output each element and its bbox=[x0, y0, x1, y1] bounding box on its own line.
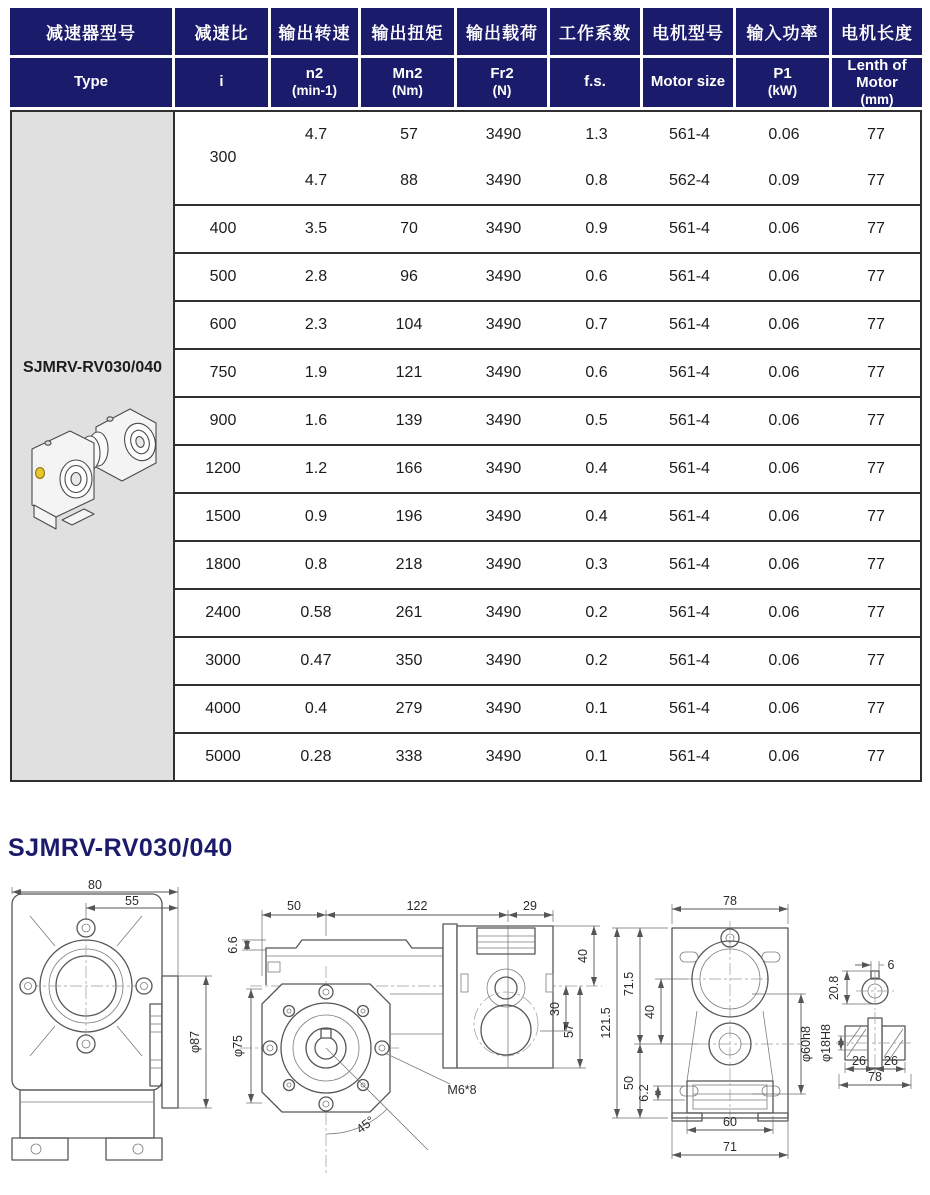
dim-label: 6.2 bbox=[637, 1084, 651, 1102]
value-cell: 0.8 bbox=[550, 158, 643, 206]
dim-label: 20.8 bbox=[827, 975, 841, 1001]
side-view bbox=[226, 899, 602, 1174]
value-cell: 121 bbox=[361, 350, 457, 398]
ratio-cell: 300 bbox=[175, 110, 271, 206]
value-cell: 1.9 bbox=[271, 350, 361, 398]
dim-label: 78 bbox=[723, 894, 737, 908]
value-cell: 561-4 bbox=[643, 254, 736, 302]
value-cell: 77 bbox=[832, 350, 922, 398]
dim-label: 6 bbox=[887, 958, 895, 972]
value-cell: 261 bbox=[361, 590, 457, 638]
header-row-en bbox=[10, 58, 922, 110]
value-cell: 77 bbox=[832, 542, 922, 590]
value-cell: 3490 bbox=[457, 158, 550, 206]
value-cell: 4.7 bbox=[271, 158, 361, 206]
value-cell: 77 bbox=[832, 302, 922, 350]
value-cell: 2.3 bbox=[271, 302, 361, 350]
value-cell: 1.2 bbox=[271, 446, 361, 494]
value-cell: 3490 bbox=[457, 110, 550, 158]
value-cell: 0.06 bbox=[736, 398, 832, 446]
column-header-en: P1 (kW) bbox=[736, 58, 832, 110]
value-cell: 338 bbox=[361, 734, 457, 782]
ratio-cell: 1800 bbox=[175, 542, 271, 590]
value-cell: 77 bbox=[832, 158, 922, 206]
column-header-cn: 减速器型号 bbox=[10, 8, 175, 58]
value-cell: 0.06 bbox=[736, 206, 832, 254]
value-cell: 0.4 bbox=[550, 446, 643, 494]
dim-label: 55 bbox=[125, 894, 139, 908]
value-cell: 0.3 bbox=[550, 542, 643, 590]
value-cell: 0.2 bbox=[550, 590, 643, 638]
value-cell: 3490 bbox=[457, 590, 550, 638]
ratio-cell: 500 bbox=[175, 254, 271, 302]
value-cell: 77 bbox=[832, 206, 922, 254]
value-cell: 77 bbox=[832, 254, 922, 302]
value-cell: 77 bbox=[832, 734, 922, 782]
value-cell: 196 bbox=[361, 494, 457, 542]
value-cell: 0.2 bbox=[550, 638, 643, 686]
gearbox-product-image bbox=[18, 387, 168, 547]
dim-label: 71 bbox=[723, 1140, 737, 1154]
column-header-cn: 输出转速 bbox=[271, 8, 361, 58]
product-name: SJMRV-RV030/040 bbox=[22, 358, 163, 376]
value-cell: 1.6 bbox=[271, 398, 361, 446]
column-header-cn: 工作系数 bbox=[550, 8, 643, 58]
value-cell: 3490 bbox=[457, 254, 550, 302]
ratio-cell: 1500 bbox=[175, 494, 271, 542]
column-header-cn: 电机长度 bbox=[832, 8, 922, 58]
dim-label: 50 bbox=[622, 1076, 636, 1090]
value-cell: 0.06 bbox=[736, 254, 832, 302]
ratio-cell: 5000 bbox=[175, 734, 271, 782]
ratio-cell: 600 bbox=[175, 302, 271, 350]
value-cell: 0.1 bbox=[550, 734, 643, 782]
dim-label: M6*8 bbox=[447, 1083, 477, 1097]
value-cell: 350 bbox=[361, 638, 457, 686]
value-cell: 561-4 bbox=[643, 302, 736, 350]
value-cell: 0.06 bbox=[736, 686, 832, 734]
value-cell: 561-4 bbox=[643, 206, 736, 254]
value-cell: 0.1 bbox=[550, 686, 643, 734]
value-cell: 561-4 bbox=[643, 638, 736, 686]
value-cell: 0.06 bbox=[736, 542, 832, 590]
dim-label: φ60h8 bbox=[799, 1026, 813, 1062]
table-body bbox=[10, 110, 922, 782]
dim-label: 71.5 bbox=[622, 971, 636, 997]
value-cell: 77 bbox=[832, 446, 922, 494]
value-cell: 70 bbox=[361, 206, 457, 254]
ratio-cell: 1200 bbox=[175, 446, 271, 494]
value-cell: 561-4 bbox=[643, 494, 736, 542]
column-header-en: i bbox=[175, 58, 271, 110]
value-cell: 0.06 bbox=[736, 638, 832, 686]
dim-label: 26 bbox=[884, 1054, 898, 1068]
dim-label: φ18H8 bbox=[819, 1024, 833, 1062]
value-cell: 0.6 bbox=[550, 350, 643, 398]
value-cell: 561-4 bbox=[643, 110, 736, 158]
column-header-cn: 输出载荷 bbox=[457, 8, 550, 58]
column-header-en: Lenth of Motor (mm) bbox=[832, 58, 922, 110]
value-cell: 4.7 bbox=[271, 110, 361, 158]
value-cell: 0.09 bbox=[736, 158, 832, 206]
dimension-drawings bbox=[0, 876, 930, 1195]
column-header-cn: 电机型号 bbox=[643, 8, 736, 58]
dim-label: 6.6 bbox=[226, 936, 240, 954]
dim-label: 29 bbox=[523, 899, 537, 913]
column-header-en: n2 (min-1) bbox=[271, 58, 361, 110]
value-cell: 0.06 bbox=[736, 302, 832, 350]
value-cell: 0.9 bbox=[271, 494, 361, 542]
value-cell: 104 bbox=[361, 302, 457, 350]
value-cell: 218 bbox=[361, 542, 457, 590]
value-cell: 3.5 bbox=[271, 206, 361, 254]
ratio-cell: 4000 bbox=[175, 686, 271, 734]
value-cell: 1.3 bbox=[550, 110, 643, 158]
value-cell: 77 bbox=[832, 686, 922, 734]
value-cell: 57 bbox=[361, 110, 457, 158]
column-header-en: Motor size bbox=[643, 58, 736, 110]
front-view bbox=[12, 878, 212, 1160]
table-row bbox=[10, 110, 922, 158]
value-cell: 3490 bbox=[457, 734, 550, 782]
dim-label: 40 bbox=[643, 1005, 657, 1019]
column-header-en: Type bbox=[10, 58, 175, 110]
ratio-cell: 2400 bbox=[175, 590, 271, 638]
section-title: SJMRV-RV030/040 bbox=[8, 834, 233, 862]
value-cell: 561-4 bbox=[643, 686, 736, 734]
dim-label: 50 bbox=[287, 899, 301, 913]
value-cell: 0.6 bbox=[550, 254, 643, 302]
value-cell: 166 bbox=[361, 446, 457, 494]
value-cell: 0.58 bbox=[271, 590, 361, 638]
value-cell: 2.8 bbox=[271, 254, 361, 302]
dim-label: 57 bbox=[562, 1024, 576, 1038]
ratio-cell: 400 bbox=[175, 206, 271, 254]
ratio-cell: 3000 bbox=[175, 638, 271, 686]
value-cell: 562-4 bbox=[643, 158, 736, 206]
dim-label: φ75 bbox=[231, 1034, 245, 1058]
column-header-cn: 输入功率 bbox=[736, 8, 832, 58]
product-cell bbox=[10, 110, 175, 782]
value-cell: 77 bbox=[832, 398, 922, 446]
value-cell: 0.9 bbox=[550, 206, 643, 254]
value-cell: 561-4 bbox=[643, 350, 736, 398]
value-cell: 3490 bbox=[457, 686, 550, 734]
dim-label: 60 bbox=[723, 1115, 737, 1129]
column-header-cn: 输出扭矩 bbox=[361, 8, 457, 58]
value-cell: 0.5 bbox=[550, 398, 643, 446]
column-header-en: Mn2 (Nm) bbox=[361, 58, 457, 110]
dim-label: 121.5 bbox=[599, 1007, 613, 1039]
value-cell: 3490 bbox=[457, 446, 550, 494]
value-cell: 3490 bbox=[457, 206, 550, 254]
value-cell: 77 bbox=[832, 494, 922, 542]
value-cell: 88 bbox=[361, 158, 457, 206]
value-cell: 0.7 bbox=[550, 302, 643, 350]
rear-view bbox=[599, 894, 813, 1159]
value-cell: 3490 bbox=[457, 398, 550, 446]
column-header-en: Fr2 (N) bbox=[457, 58, 550, 110]
dim-label: 122 bbox=[406, 899, 428, 913]
value-cell: 0.06 bbox=[736, 590, 832, 638]
value-cell: 3490 bbox=[457, 494, 550, 542]
ratio-cell: 900 bbox=[175, 398, 271, 446]
value-cell: 3490 bbox=[457, 350, 550, 398]
value-cell: 561-4 bbox=[643, 734, 736, 782]
value-cell: 0.06 bbox=[736, 446, 832, 494]
value-cell: 96 bbox=[361, 254, 457, 302]
dim-label: 78 bbox=[868, 1070, 882, 1084]
value-cell: 0.4 bbox=[271, 686, 361, 734]
value-cell: 561-4 bbox=[643, 590, 736, 638]
column-header-en: f.s. bbox=[550, 58, 643, 110]
dim-label: 80 bbox=[88, 878, 102, 892]
value-cell: 0.06 bbox=[736, 110, 832, 158]
value-cell: 3490 bbox=[457, 302, 550, 350]
spec-table bbox=[10, 8, 922, 782]
dim-label: φ87 bbox=[188, 1030, 202, 1054]
value-cell: 3490 bbox=[457, 542, 550, 590]
value-cell: 0.06 bbox=[736, 734, 832, 782]
value-cell: 279 bbox=[361, 686, 457, 734]
value-cell: 77 bbox=[832, 590, 922, 638]
column-header-cn: 减速比 bbox=[175, 8, 271, 58]
ratio-cell: 750 bbox=[175, 350, 271, 398]
value-cell: 0.06 bbox=[736, 494, 832, 542]
dim-label: 30 bbox=[548, 1002, 562, 1016]
value-cell: 3490 bbox=[457, 638, 550, 686]
value-cell: 561-4 bbox=[643, 446, 736, 494]
shaft-detail bbox=[819, 958, 914, 1089]
value-cell: 139 bbox=[361, 398, 457, 446]
dim-label: 45° bbox=[353, 1113, 378, 1137]
value-cell: 0.47 bbox=[271, 638, 361, 686]
dim-label: 40 bbox=[576, 949, 590, 963]
value-cell: 561-4 bbox=[643, 542, 736, 590]
value-cell: 0.06 bbox=[736, 350, 832, 398]
value-cell: 561-4 bbox=[643, 398, 736, 446]
value-cell: 0.8 bbox=[271, 542, 361, 590]
header-row-cn bbox=[10, 8, 922, 58]
value-cell: 0.28 bbox=[271, 734, 361, 782]
table-header bbox=[10, 8, 922, 110]
value-cell: 77 bbox=[832, 110, 922, 158]
value-cell: 77 bbox=[832, 638, 922, 686]
dim-label: 26 bbox=[852, 1054, 866, 1068]
value-cell: 0.4 bbox=[550, 494, 643, 542]
